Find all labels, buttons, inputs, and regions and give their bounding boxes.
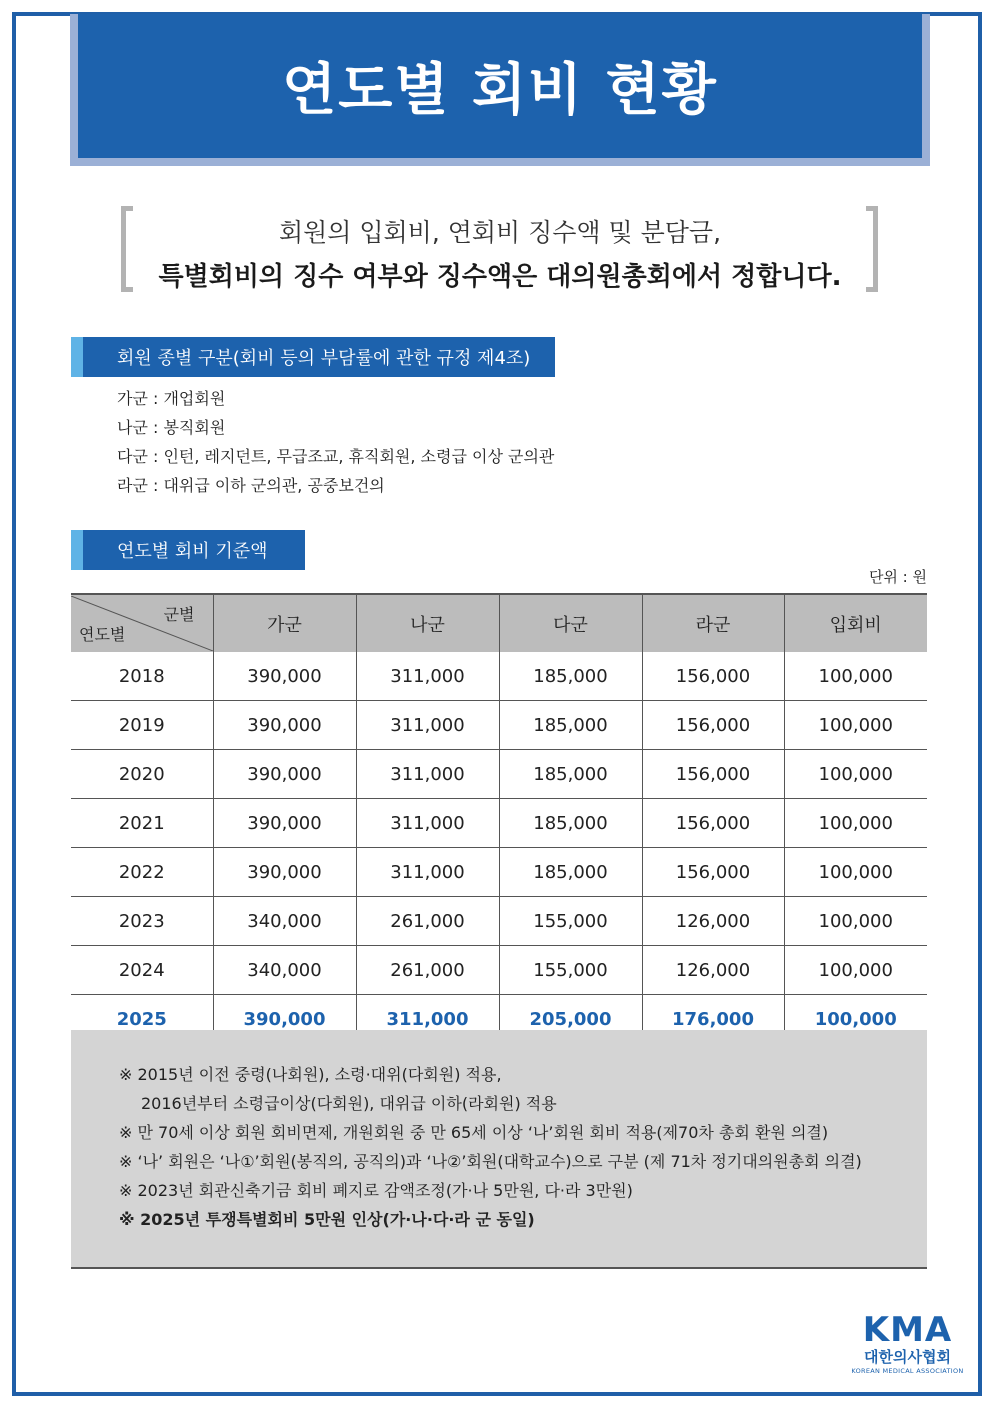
table-row (71, 897, 927, 946)
table-row (71, 799, 927, 848)
header-ra: 라군 (642, 594, 784, 652)
intro-line-2: 특별회비의 징수 여부와 징수액은 대의원총회에서 정합니다. (158, 262, 842, 292)
cell-ga: 390,000 (213, 750, 356, 799)
cell-na: 311,000 (356, 848, 499, 897)
cell-da: 185,000 (499, 799, 642, 848)
cell-ra: 126,000 (642, 897, 784, 946)
member-class-item: 가군 : 개업회원 (117, 389, 226, 408)
cell-ga: 390,000 (213, 799, 356, 848)
cell-year: 2024 (71, 946, 213, 995)
cell-ga: 390,000 (213, 848, 356, 897)
member-class-item: 라군 : 대위급 이하 군의관, 공중보건의 (117, 476, 385, 495)
kma-logo (850, 1312, 965, 1382)
cell-ga: 340,000 (213, 946, 356, 995)
title-banner-inner (78, 14, 922, 158)
table-row (71, 652, 927, 701)
cell-da: 155,000 (499, 897, 642, 946)
corner-group-label: 군별 (163, 605, 195, 624)
member-class-item: 다군 : 인턴, 레지던트, 무급조교, 휴직회원, 소령급 이상 군의관 (117, 447, 555, 466)
cell-ga: 390,000 (213, 701, 356, 750)
table-row (71, 750, 927, 799)
left-bracket (121, 206, 133, 292)
cell-ra: 156,000 (642, 750, 784, 799)
notes-box (71, 1030, 927, 1269)
cell-ra: 176,000 (642, 995, 784, 1045)
cell-na: 261,000 (356, 897, 499, 946)
note-item: ※ 2015년 이전 중령(나회원), 소령·대위(다회원) 적용, (119, 1065, 502, 1084)
cell-na: 311,000 (356, 799, 499, 848)
title-banner (70, 14, 930, 166)
member-class-list (117, 384, 554, 500)
unit-label: 단위 : 원 (868, 568, 927, 586)
cell-na: 311,000 (356, 701, 499, 750)
cell-entry-fee: 100,000 (784, 701, 927, 750)
cell-da: 185,000 (499, 750, 642, 799)
cell-year: 2018 (71, 652, 213, 701)
header-entry-fee: 입회비 (784, 594, 927, 652)
cell-ra: 126,000 (642, 946, 784, 995)
cell-year: 2022 (71, 848, 213, 897)
header-na: 나군 (356, 594, 499, 652)
cell-na: 261,000 (356, 946, 499, 995)
header-ga: 가군 (213, 594, 356, 652)
cell-ra: 156,000 (642, 701, 784, 750)
cell-da: 185,000 (499, 652, 642, 701)
table-corner-cell (71, 594, 213, 652)
cell-da: 185,000 (499, 848, 642, 897)
cell-na: 311,000 (356, 995, 499, 1045)
cell-entry-fee: 100,000 (784, 897, 927, 946)
cell-entry-fee: 100,000 (784, 799, 927, 848)
table-header-row (71, 594, 927, 652)
logo-korean-name: 대한의사협회 (864, 1348, 951, 1366)
intro-line-1: 회원의 입회비, 연회비 징수액 및 분담금, (278, 218, 722, 247)
cell-da: 155,000 (499, 946, 642, 995)
cell-year: 2021 (71, 799, 213, 848)
table-row (71, 946, 927, 995)
note-item: 2016년부터 소령급이상(다회원), 대위급 이하(라회원) 적용 (141, 1094, 557, 1113)
cell-ga: 390,000 (213, 995, 356, 1045)
cell-entry-fee: 100,000 (784, 848, 927, 897)
table-row (71, 848, 927, 897)
cell-year: 2020 (71, 750, 213, 799)
cell-year: 2025 (71, 995, 213, 1045)
note-item: ※ ‘나’ 회원은 ‘나①’회원(봉직의, 공직의)과 ‘나②’회원(대학교수)으로 구분 (제 71차 정기대의원총회 의결) (119, 1152, 862, 1171)
cell-ga: 340,000 (213, 897, 356, 946)
cell-da: 185,000 (499, 701, 642, 750)
cell-entry-fee: 100,000 (784, 750, 927, 799)
section-yearly-fee-label: 연도별 회비 기준액 (71, 530, 305, 570)
cell-da: 205,000 (499, 995, 642, 1045)
page-title: 연도별 회비 현황 (282, 58, 718, 123)
note-item: ※ 2023년 회관신축기금 회비 폐지로 감액조정(가·나 5만원, 다·라 3만원) (119, 1181, 633, 1200)
logo-english-name: KOREAN MEDICAL ASSOCIATION (851, 1367, 964, 1375)
cell-ra: 156,000 (642, 652, 784, 701)
cell-year: 2019 (71, 701, 213, 750)
cell-ra: 156,000 (642, 799, 784, 848)
cell-entry-fee: 100,000 (784, 946, 927, 995)
member-class-item: 나군 : 봉직회원 (117, 418, 226, 437)
cell-entry-fee: 100,000 (784, 652, 927, 701)
corner-year-label: 연도별 (79, 625, 126, 644)
header-da: 다군 (499, 594, 642, 652)
cell-ga: 390,000 (213, 652, 356, 701)
cell-ra: 156,000 (642, 848, 784, 897)
cell-year: 2023 (71, 897, 213, 946)
table-row (71, 701, 927, 750)
note-item: ※ 만 70세 이상 회원 회비면제, 개원회원 중 만 65세 이상 ‘나’회원 회비 적용(제70차 총회 환원 의결) (119, 1123, 829, 1142)
logo-abbr: KMA (862, 1310, 953, 1350)
cell-na: 311,000 (356, 652, 499, 701)
cell-entry-fee: 100,000 (784, 995, 927, 1045)
note-item: ※ 2025년 투쟁특별회비 5만원 인상(가·나·다·라 군 동일) (119, 1210, 535, 1229)
fee-table (71, 593, 927, 1045)
right-bracket (866, 206, 878, 292)
section-member-class-label: 회원 종별 구분(회비 등의 부담률에 관한 규정 제4조) (71, 337, 555, 377)
cell-na: 311,000 (356, 750, 499, 799)
